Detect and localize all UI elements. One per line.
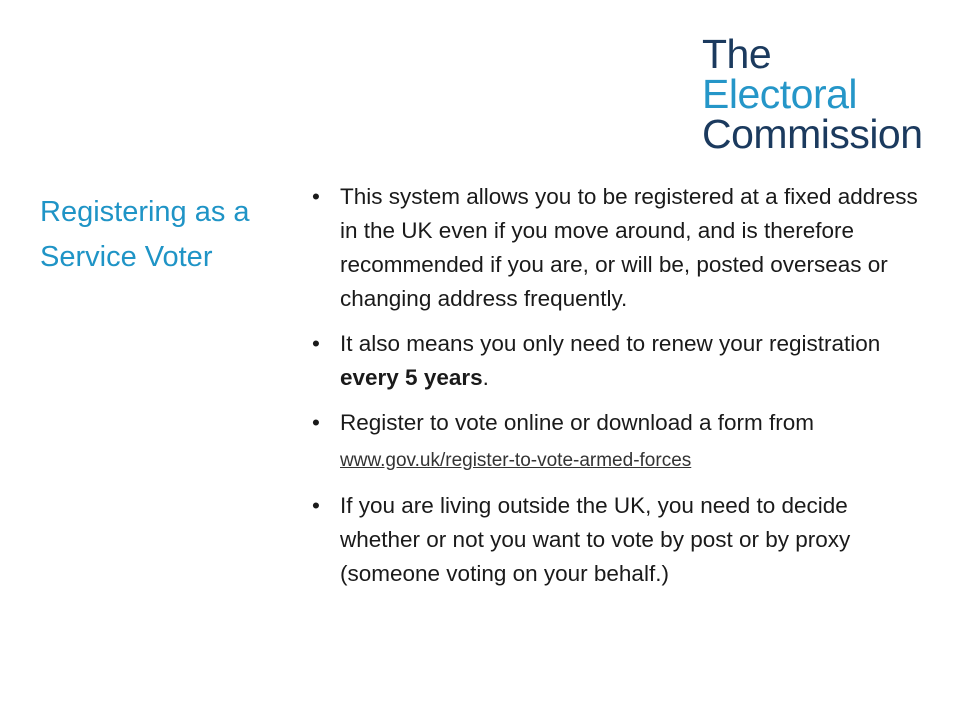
bullet-item-living-outside-uk bbox=[312, 489, 927, 591]
bullet-text: Register to vote online or download a form from bbox=[340, 410, 814, 435]
logo-line-the: The bbox=[702, 31, 772, 77]
register-link[interactable]: www.gov.uk/register-to-vote-armed-forces bbox=[340, 450, 692, 471]
bullet-text-end: . bbox=[482, 365, 489, 390]
bullet-item-renewal bbox=[312, 327, 927, 395]
logo-line-electoral: Electoral bbox=[702, 71, 858, 117]
slide-title: Registering as a Service Voter bbox=[40, 196, 250, 273]
bullet-emphasis: every 5 years bbox=[340, 365, 483, 390]
bullet-text: It also means you only need to renew your registration bbox=[340, 331, 881, 356]
bullet-icon: • bbox=[312, 410, 320, 435]
bullet-text: This system allows you to be registered at a fixed address in the UK even if you move around, and is therefore recommended if you are, or will be, posted overseas or changing address frequently. bbox=[340, 184, 918, 311]
bullet-icon: • bbox=[312, 493, 320, 518]
logo-line-commission: Commission bbox=[702, 111, 923, 157]
electoral-commission-logo bbox=[702, 31, 923, 157]
bullet-icon: • bbox=[312, 184, 320, 209]
bullet-item-register-online bbox=[312, 406, 927, 478]
bullet-icon: • bbox=[312, 331, 320, 356]
bullet-list bbox=[312, 180, 927, 602]
bullet-text: If you are living outside the UK, you need to decide whether or not you want to vote by post or by proxy (someone voting on your behalf.) bbox=[340, 493, 851, 586]
bullet-item-service-voter-system bbox=[312, 180, 927, 316]
